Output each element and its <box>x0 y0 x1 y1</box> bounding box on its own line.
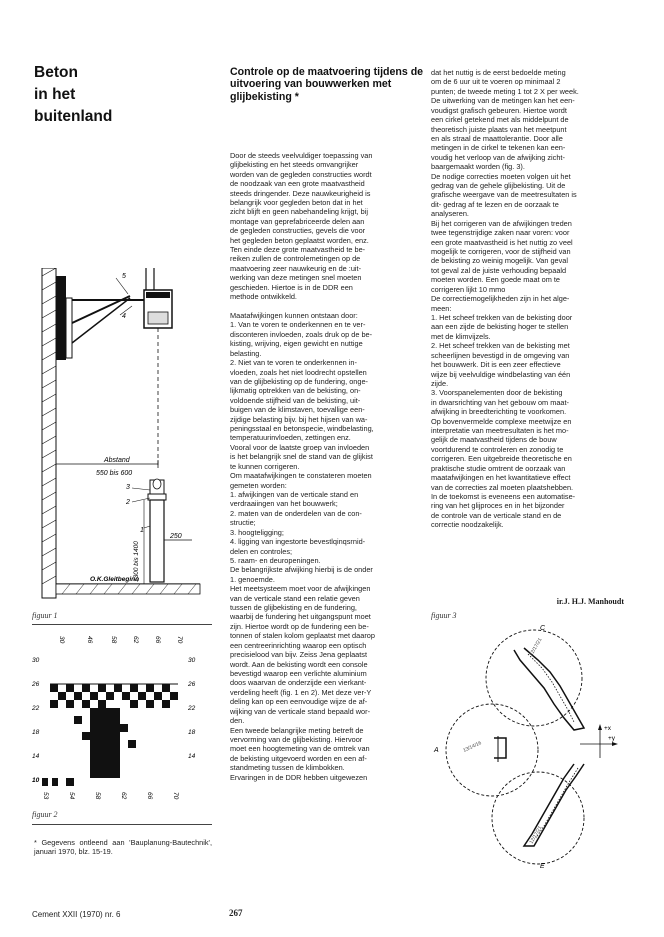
figure-3-diagram <box>428 618 628 870</box>
text-line: Vooral voor de laatste groep van invloeden <box>230 442 370 452</box>
fig2-top-tick: 70 <box>176 636 183 644</box>
text-line: de noodzaak van een grote maatvastheid <box>230 179 365 189</box>
fig1-dim-250: 250 <box>170 533 182 540</box>
text-line: verdeling heeft (fig. 1 en 2). Met deze ver-Y <box>230 687 372 697</box>
text-line: glijbekisting en het steeds omvangrijker <box>230 160 359 170</box>
text-line: om de 6 uur uit te voeren op minimaal 2 <box>431 77 561 87</box>
fig3-axis-y: +y <box>608 735 616 742</box>
figure-1-caption: figuur 1 <box>32 611 58 620</box>
text-line: in dwarsrichting van het gebouw om maat- <box>431 397 569 407</box>
fig2-left-tick: 30 <box>32 657 40 664</box>
fig2-bottom-tick: 62 <box>120 792 127 800</box>
text-line: peningsstaal en betonspecie, windbelasting, <box>230 424 374 434</box>
text-line: lijkmatig optrekken van de bekisting, on- <box>230 386 361 396</box>
text-line: kisting, wrijving, eigen gewicht en nuttige <box>230 339 363 349</box>
fig1-dim-vertical: 1300 bis 1400 <box>133 541 140 582</box>
text-line: de bekisting zo weinig mogelijk. Van geval <box>431 256 569 266</box>
text-line: Ten einde deze grote maatvastheid te be- <box>230 245 366 255</box>
text-line: ring van het glijproces en in het bijzonder <box>431 501 565 511</box>
text-line: 5. raam- en deuropeningen. <box>230 555 321 565</box>
fig2-bottom-tick: 58 <box>94 792 101 800</box>
section-title-line: Beton <box>34 64 78 81</box>
text-line: den. <box>230 716 245 726</box>
text-line: afwijking in breedterichting te voorkomen. <box>431 407 567 417</box>
fig2-top-tick: 58 <box>110 636 117 644</box>
text-line: Om maatafwijkingen te constateren moeten <box>230 471 372 481</box>
text-line: gelijk de maatvastheid tijdens de bouw <box>431 435 557 445</box>
text-line: Door de steeds veelvuldiger toepassing van <box>230 150 373 160</box>
fig2-left-tick: 10 <box>32 777 40 784</box>
text-line: het bouwwerk. Dit is een zeer effectieve <box>431 360 561 370</box>
text-line <box>230 132 422 141</box>
text-line: 4. ligging van ingestorte bevestlqinqsrnid- <box>230 537 366 547</box>
text-line <box>230 302 422 311</box>
text-line: mogelijk te corrigeren, voor de stijfheid van <box>431 247 571 257</box>
text-line: precisielood van bijv. Zeiss Jena geplaatst <box>230 650 368 660</box>
text-line: standmeting tussen de klimbokken. <box>230 763 345 773</box>
text-line: gemeten worden: <box>230 480 287 490</box>
text-line: maatafwijkingen en het kwantitatieve effect <box>431 473 571 483</box>
text-line: methode ontwikkeld. <box>230 292 297 302</box>
text-line: zicht blijft en geen nabehandeling krijgt, bij <box>230 207 368 217</box>
text-line: Op bovenvermelde complexe meetwijze en <box>431 416 572 426</box>
text-line: werking van deze metingen snel moeten <box>230 273 362 283</box>
fig2-left-tick: 18 <box>32 729 40 736</box>
fig2-top-tick: 66 <box>154 636 161 644</box>
fig2-right-tick: 18 <box>188 729 196 736</box>
text-line: aan een zijde de bekisting hoger te stellen <box>431 322 569 332</box>
text-line: scheerlijnen bevestigd in de omgeving van <box>431 350 570 360</box>
fig1-label-4: 4 <box>122 313 126 320</box>
text-line: wijking van de verticale stand bepaald wor- <box>230 706 371 716</box>
fig3-label-c: C <box>540 625 546 632</box>
text-line: meen: <box>431 303 452 313</box>
fig2-left-tick: 14 <box>32 753 40 760</box>
text-line: voortdurend te controleren en zonodig te <box>431 444 564 454</box>
fig2-right-tick: 14 <box>188 753 196 760</box>
text-line: buigen van de klimstaven, toevallige een- <box>230 405 365 415</box>
figure-divider <box>32 824 212 825</box>
svg-text:12/17/21: 12/17/21 <box>528 637 544 657</box>
text-line: temperatuurinvloeden, zettingen enz. <box>230 433 351 443</box>
text-line: worden van de gegleden constructies wordt <box>230 169 372 179</box>
text-line <box>230 141 422 150</box>
text-line: montage van geprefabriceerde delen aan <box>230 216 365 226</box>
fig1-label-3: 3 <box>126 484 130 491</box>
article-column-middle <box>230 132 422 782</box>
text-line: 3. hoogteligging; <box>230 527 284 537</box>
text-line: analyseren. <box>431 209 469 219</box>
text-line: moeten worden. Een goede maat om te <box>431 275 561 285</box>
text-line: maatvoering zeer nauwkeurig en de :uit- <box>230 263 362 273</box>
text-line: 2. Het scheef trekken van de bekisting met <box>431 341 570 351</box>
text-line: De uitwerking van de metingen kan het een- <box>431 96 575 106</box>
footnote: * Gegevens ontleend aan 'Bauplanung-Bautechnik', januari 1970, blz. 15-19. <box>34 838 212 857</box>
figure-3-caption: figuur 3 <box>431 611 457 620</box>
text-line: met de klimvijzels. <box>431 331 491 341</box>
text-line: Het meetsysteem moet voor de afwijkingen <box>230 584 371 594</box>
fig2-bottom-tick: 53 <box>42 792 49 800</box>
fig1-label-1: 1 <box>140 527 144 534</box>
fig2-right-tick: 30 <box>188 657 196 664</box>
figure-2-caption: figuur 2 <box>32 810 58 819</box>
text-line: belasting. <box>230 348 262 358</box>
fig1-label-5: 5 <box>122 273 126 280</box>
fig1-abstand-title: Abstand <box>104 457 130 464</box>
text-line: In de toekomst is eveneens een automatise- <box>431 491 576 501</box>
text-line: bevestigd waarop een verlichte aluminium <box>230 669 367 678</box>
fig1-abstand-value: 550 bis 600 <box>96 470 133 477</box>
text-line: grafische weergave van de meetresultaten is <box>431 190 577 200</box>
text-line: deling kan op een eenvoudige wijze de af- <box>230 697 368 707</box>
text-line: structie; <box>230 518 256 528</box>
text-line: De belangrijkste afwijking hierbij is de onder <box>230 565 373 575</box>
fig2-top-tick: 62 <box>132 636 139 644</box>
text-line: doos waarvan de onderzijde een vierkant- <box>230 678 367 688</box>
article-column-right <box>431 68 624 530</box>
text-line: te kunnen corrigeren. <box>230 461 300 471</box>
section-title <box>34 62 194 128</box>
text-line: punten; de tweede meting 1 tot 2 X per week. <box>431 86 579 96</box>
fig2-bottom-tick: 66 <box>146 792 153 800</box>
section-title-line: in het <box>34 86 76 103</box>
text-line: praktische studie omtrent de oorzaak van <box>431 463 566 473</box>
text-line: zijn. Hiertoe wordt op de fundering een be- <box>230 621 369 631</box>
text-line: 2. Niet van te voren te onderkennen in- <box>230 358 357 368</box>
text-line: wordt. Aan de bekisting wordt een console <box>230 659 368 669</box>
text-line: voldoende stijfheid van de bekisting, uit- <box>230 395 361 405</box>
fig2-left-tick: 26 <box>32 681 40 688</box>
text-line: correctie noodzakelijk. <box>431 520 504 530</box>
text-line: steeds dringender. Deze nauwkeurigheid is <box>230 188 371 198</box>
text-line: vervorming van de glijbekisting. Hiervoor <box>230 734 363 744</box>
figure-2-grid <box>30 628 214 810</box>
text-line: Maatafwijkingen kunnen ontstaan door: <box>230 310 358 320</box>
page-number: 267 <box>229 908 243 918</box>
fig1-label-2: 2 <box>126 499 130 506</box>
text-line: waarbij de fundering het uitgangspunt moet <box>230 612 371 622</box>
fig3-label-e: E <box>540 863 545 870</box>
text-line: de controle van de verticale stand en de <box>431 510 562 520</box>
figure-1-diagram <box>32 268 212 608</box>
text-line: tot geval zal de juiste verhouding bepaald <box>431 265 567 275</box>
text-line: het gegleden beton geplaatst worden, enz. <box>230 235 369 245</box>
article-title: Controle op de maatvoering tijdens de uitvoering van bouwwerken met glijbekisting * <box>230 66 424 103</box>
fig1-base-label: O.K.Gleitbeginn <box>90 576 140 583</box>
text-line: 1. genoemde. <box>230 574 275 584</box>
svg-text:13/14/16: 13/14/16 <box>462 740 483 754</box>
text-line: Bij het corrigeren van de afwijkingen treden <box>431 218 572 228</box>
fig3-axis-x: +x <box>604 725 612 732</box>
text-line: 1. Van te voren te onderkennen en te ver- <box>230 320 366 330</box>
text-line: corrigeren lijkt 10 mmo <box>431 284 506 294</box>
text-line: van de verticale stand een relatie geven <box>230 593 360 603</box>
text-line: zijde. <box>431 378 449 388</box>
text-line: corrigeren. Een uitgebreide theoretische en <box>431 454 572 464</box>
text-line: reiken zullen de controlemetingen op de <box>230 254 361 264</box>
fig2-top-tick: 30 <box>58 636 65 644</box>
text-line: 1. afwijkingen van de verticale stand en <box>230 489 359 499</box>
text-line: zijdige belasting bijv. bij het hijsen van wa- <box>230 414 368 424</box>
text-line: de gegleden constructies, gevels die voor <box>230 226 366 236</box>
text-line: gedrag van de gehele glijbekisting. Uit de <box>431 181 566 191</box>
text-line: verdraaiingen van het bouwwerk; <box>230 499 338 509</box>
text-line: dat het nuttig is de eerst bedoelde meting <box>431 68 566 77</box>
svg-text:12/17/21: 12/17/21 <box>528 825 544 845</box>
text-line: 2. maten van de onderdelen van de con- <box>230 508 362 518</box>
text-line: een centreerinrichting waarop een optisch <box>230 640 367 650</box>
journal-reference: Cement XXII (1970) nr. 6 <box>32 910 121 919</box>
text-line: delen en controles; <box>230 546 293 556</box>
text-line: interpretatie van meetresultaten is het mo- <box>431 426 569 436</box>
text-line: De correctiemogelijkheden zijn in het alge- <box>431 294 570 304</box>
text-line: moet een hoogtemeting van de omtrek van <box>230 744 370 754</box>
text-line: de bekisting uitgevoerd worden en een af- <box>230 753 367 763</box>
text-line: tussen de glijbekisting en de fundering, <box>230 603 357 613</box>
text-line: dit- gedrag af te lezen en de oorzaak te <box>431 199 559 209</box>
fig2-top-tick: 46 <box>86 636 93 644</box>
fig2-left-tick: 22 <box>32 705 40 712</box>
section-title-line: buitenland <box>34 108 113 125</box>
text-line: een grote maatvastheid is het nuttig zo veel <box>431 237 573 247</box>
text-line: baargemaakt worden (fig. 3). <box>431 162 525 172</box>
fig2-bottom-tick: 70 <box>172 792 179 800</box>
text-line: twee tegenstrijdige zaken naar voren: voor <box>431 228 570 238</box>
fig2-bottom-tick: 54 <box>68 792 75 800</box>
text-line: geschieden. Hiertoe is in de DDR een <box>230 282 353 292</box>
text-line: van de correcties zal moeten plaatshebben. <box>431 482 574 492</box>
text-line: voudigst grafisch gebeuren. Hiertoe wordt <box>431 105 567 115</box>
text-line: Ervaringen in de DDR hebben uitgewezen <box>230 772 368 782</box>
text-line: belangrijk voor gegleden beton dat in het <box>230 197 363 207</box>
text-line: van de glijbekisting op de fundering, onge- <box>230 376 368 386</box>
text-line: theoretisch juiste plaats van het meetpunt <box>431 124 567 134</box>
author-signature: ir.J. H.J. Manhoudt <box>556 597 624 606</box>
text-line: en als straal de maattolerantie. Door alle <box>431 133 563 143</box>
text-line: metingen in de cirkel te tekenen kan een- <box>431 143 566 153</box>
text-line: disconteren invloeden, zoals druk op de be- <box>230 329 373 339</box>
text-line: vloeden, zoals het niet loodrecht opstellen <box>230 367 367 377</box>
text-line: De nodige correcties moeten volgen uit het <box>431 171 571 181</box>
text-line: is het belangrijk snel de stand van de glijkist <box>230 452 373 462</box>
fig2-right-tick: 26 <box>188 681 196 688</box>
text-line: wijze bij veelvuldige windbelasting van één <box>431 369 571 379</box>
text-line: voudig het verloop van de afwijking zicht- <box>431 152 565 162</box>
fig2-right-tick: 22 <box>188 705 196 712</box>
text-line: 1. Het scheef trekken van de bekisting door <box>431 312 573 322</box>
text-line: Een tweede belangrijke meting betreft de <box>230 725 364 735</box>
text-line: 3. Voorspanelementen door de bekisting <box>431 388 563 398</box>
fig3-label-a: A <box>434 747 439 754</box>
text-line: een cirkel getekend met als middelpunt de <box>431 115 569 125</box>
text-line: tonnen of stalen kolom geplaatst met daarop <box>230 631 375 641</box>
figure-divider <box>32 624 212 625</box>
